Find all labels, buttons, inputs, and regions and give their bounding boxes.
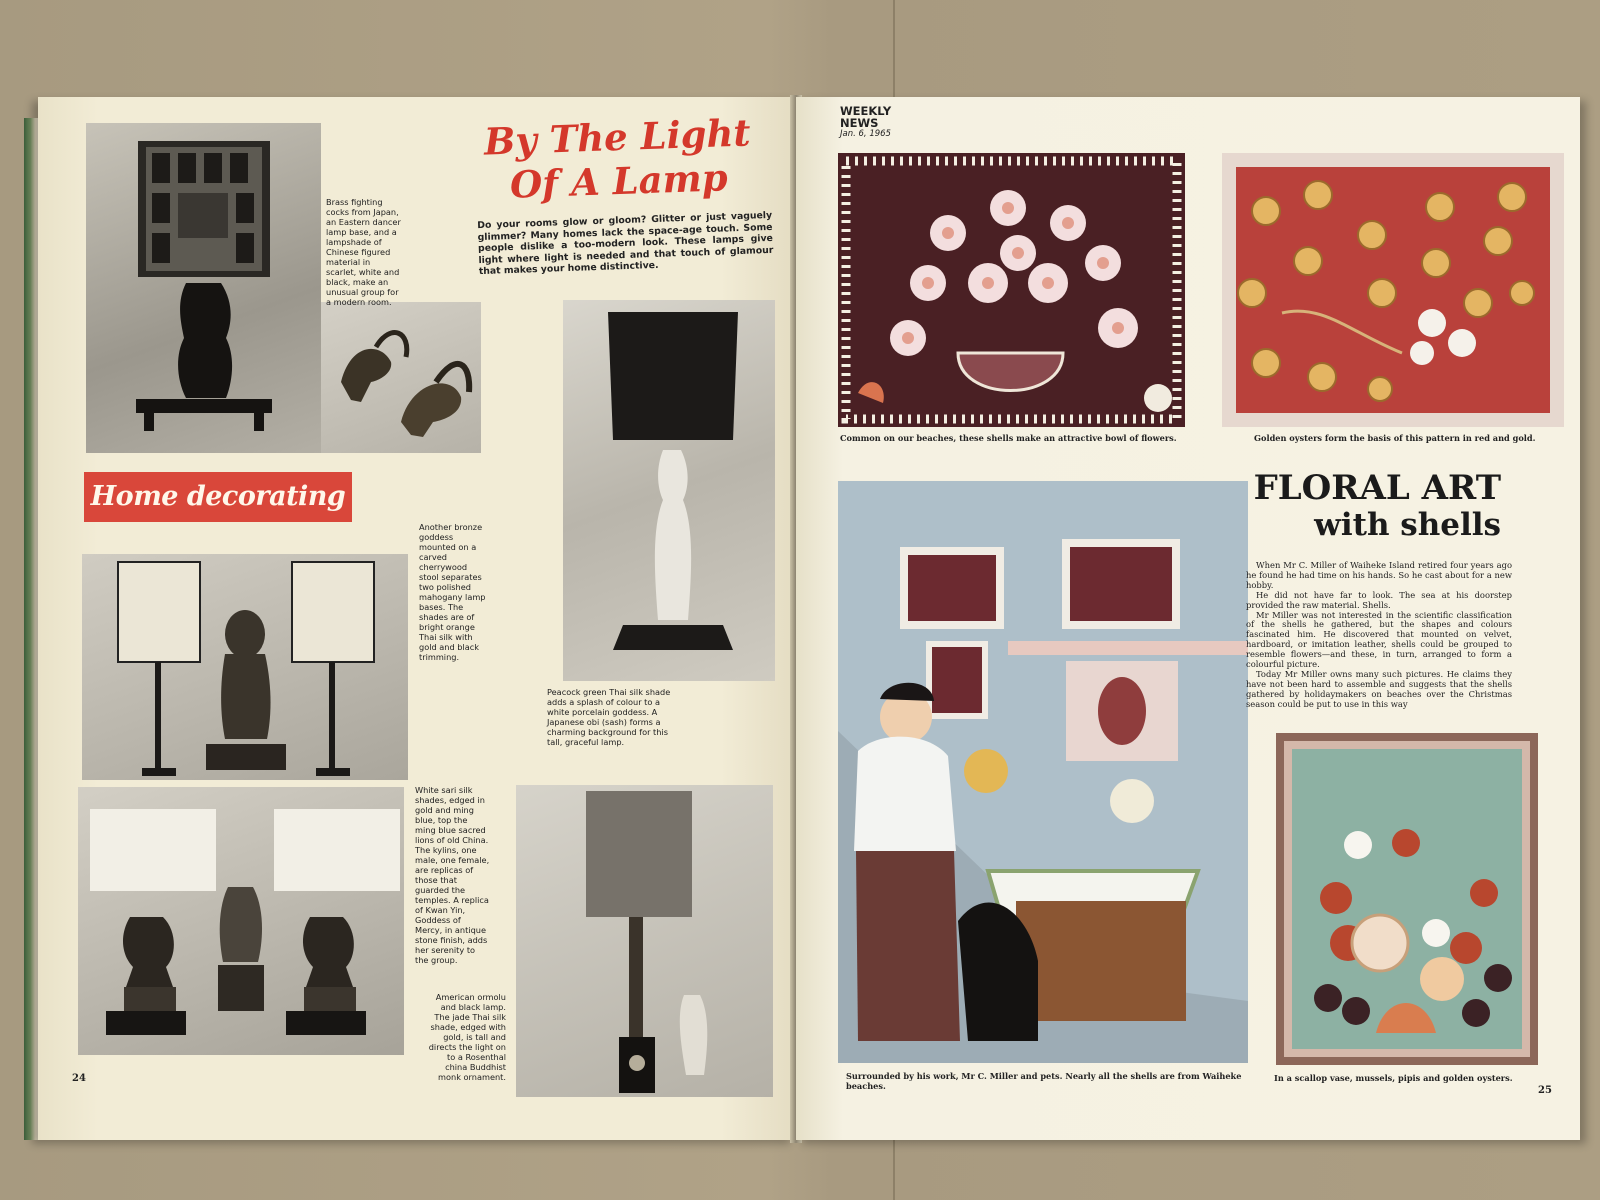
page-number: 24 xyxy=(72,1073,86,1084)
miller-scene-icon xyxy=(838,481,1248,1063)
caption-white-sari: White sari silk shades, edged in gold and ming blue, top the ming blue sacred lions of old China. The kylins, one male, one female, are replicas of those that guarded the temples. A replica of Kwan Yin, Goddess of Mercy, in antique stone finish, adds her serenity to the group. xyxy=(415,785,490,965)
photo-golden-oysters xyxy=(1222,153,1564,427)
photo-shell-bowl xyxy=(838,153,1185,427)
page-title: By The Light Of A Lamp xyxy=(483,110,752,207)
photo-kylins xyxy=(78,787,404,1055)
rooster-icon xyxy=(321,302,481,453)
photo-scallop-vase xyxy=(1276,733,1538,1065)
caption-peacock-green: Peacock green Thai silk shade adds a splash of colour to a white porcelain goddess. A Japanese obi (sash) forms a charming background for this tall, graceful lamp. xyxy=(547,687,671,747)
caption-brass-cocks: Brass fighting cocks from Japan, an Eastern dancer lamp base, and a lampshade of Chinese figured material in scarlet, white and black, make an unusual group for a modern room. xyxy=(326,197,401,307)
left-page xyxy=(38,97,796,1140)
photo-mr-miller xyxy=(838,481,1248,1063)
masthead xyxy=(840,105,891,140)
kylins-lamps-icon xyxy=(78,787,404,1055)
caption-scallop-vase: In a scallop vase, mussels, pipis and golden oysters. xyxy=(1274,1073,1513,1083)
photo-dancer-lamp xyxy=(86,123,321,453)
caption-mr-miller: Surrounded by his work, Mr C. Miller and pets. Nearly all the shells are from Waiheke beaches. xyxy=(846,1071,1242,1091)
shell-flowers-icon xyxy=(838,153,1185,427)
headline-line-1: FLORAL ART xyxy=(1253,468,1501,508)
masthead-title-1: WEEKLY xyxy=(840,104,892,118)
twin-lamps-icon xyxy=(82,554,408,780)
caption-ormolu: American ormolu and black lamp. The jade Thai silk shade, edged with gold, is tall and directs the light on to a Rosenthal china Buddhist monk ornament. xyxy=(428,992,506,1082)
article-paragraph: Mr Miller was not interested in the scientific classification of the shells he gathered, but the shapes and colours fascinated him. He discovered that mounted on velvet, hardboard, or imitation leather, shells could be grouped to resemble flowers—and these, in turn, arranged to form a colourful picture. xyxy=(1246,609,1512,670)
photo-brass-cocks xyxy=(321,302,481,453)
right-page xyxy=(796,97,1580,1140)
oyster-pattern-icon xyxy=(1222,153,1564,427)
masthead-date: Jan. 6, 1965 xyxy=(840,129,891,139)
caption-bronze-goddess: Another bronze goddess mounted on a carved cherrywood stool separates two polished mahogany lamp bases. The shades are of bright orange Thai silk with gold and black trimming. xyxy=(419,522,486,662)
page-number: 25 xyxy=(1538,1085,1552,1096)
section-banner-label: Home decorating xyxy=(90,481,346,512)
scallop-vase-icon xyxy=(1276,733,1538,1065)
article-body xyxy=(1246,561,1512,710)
masthead-title-2: NEWS xyxy=(840,116,879,130)
goddess-lamp-icon xyxy=(563,300,775,681)
section-banner xyxy=(84,472,352,522)
article-paragraph: When Mr C. Miller of Waiheke Island retired four years ago he found he had time on his hands. So he cast about for a new hobby. xyxy=(1246,560,1512,590)
photo-bronze-goddess xyxy=(82,554,408,780)
ormolu-lamp-icon xyxy=(516,785,773,1097)
photo-peacock-lamp xyxy=(563,300,775,681)
article-paragraph: Today Mr Miller owns many such pictures. He claims they have not been hard to assemble and suggests that the shells gathered by holidaymakers on beaches over the Christmas season could be put to use in this way xyxy=(1246,668,1512,709)
article-paragraph: He did not have far to look. The sea at his doorstep provided the raw material. Shells. xyxy=(1246,589,1512,610)
caption-shell-bowl: Common on our beaches, these shells make an attractive bowl of flowers. xyxy=(840,433,1177,443)
headline xyxy=(1246,469,1501,543)
photo-ormolu-lamp xyxy=(516,785,773,1097)
caption-golden-oysters: Golden oysters form the basis of this pattern in red and gold. xyxy=(1254,433,1536,443)
headline-line-2: with shells xyxy=(1314,507,1501,543)
intro-paragraph: Do your rooms glow or gloom? Glitter or just vaguely glimmer? Many homes lack the space-age touch. Some people dislike a too-modern look. These lamps give light where light is needed and that touch of glamour that makes your home distinctive. xyxy=(477,209,774,278)
dancer-lamp-icon xyxy=(86,123,321,453)
